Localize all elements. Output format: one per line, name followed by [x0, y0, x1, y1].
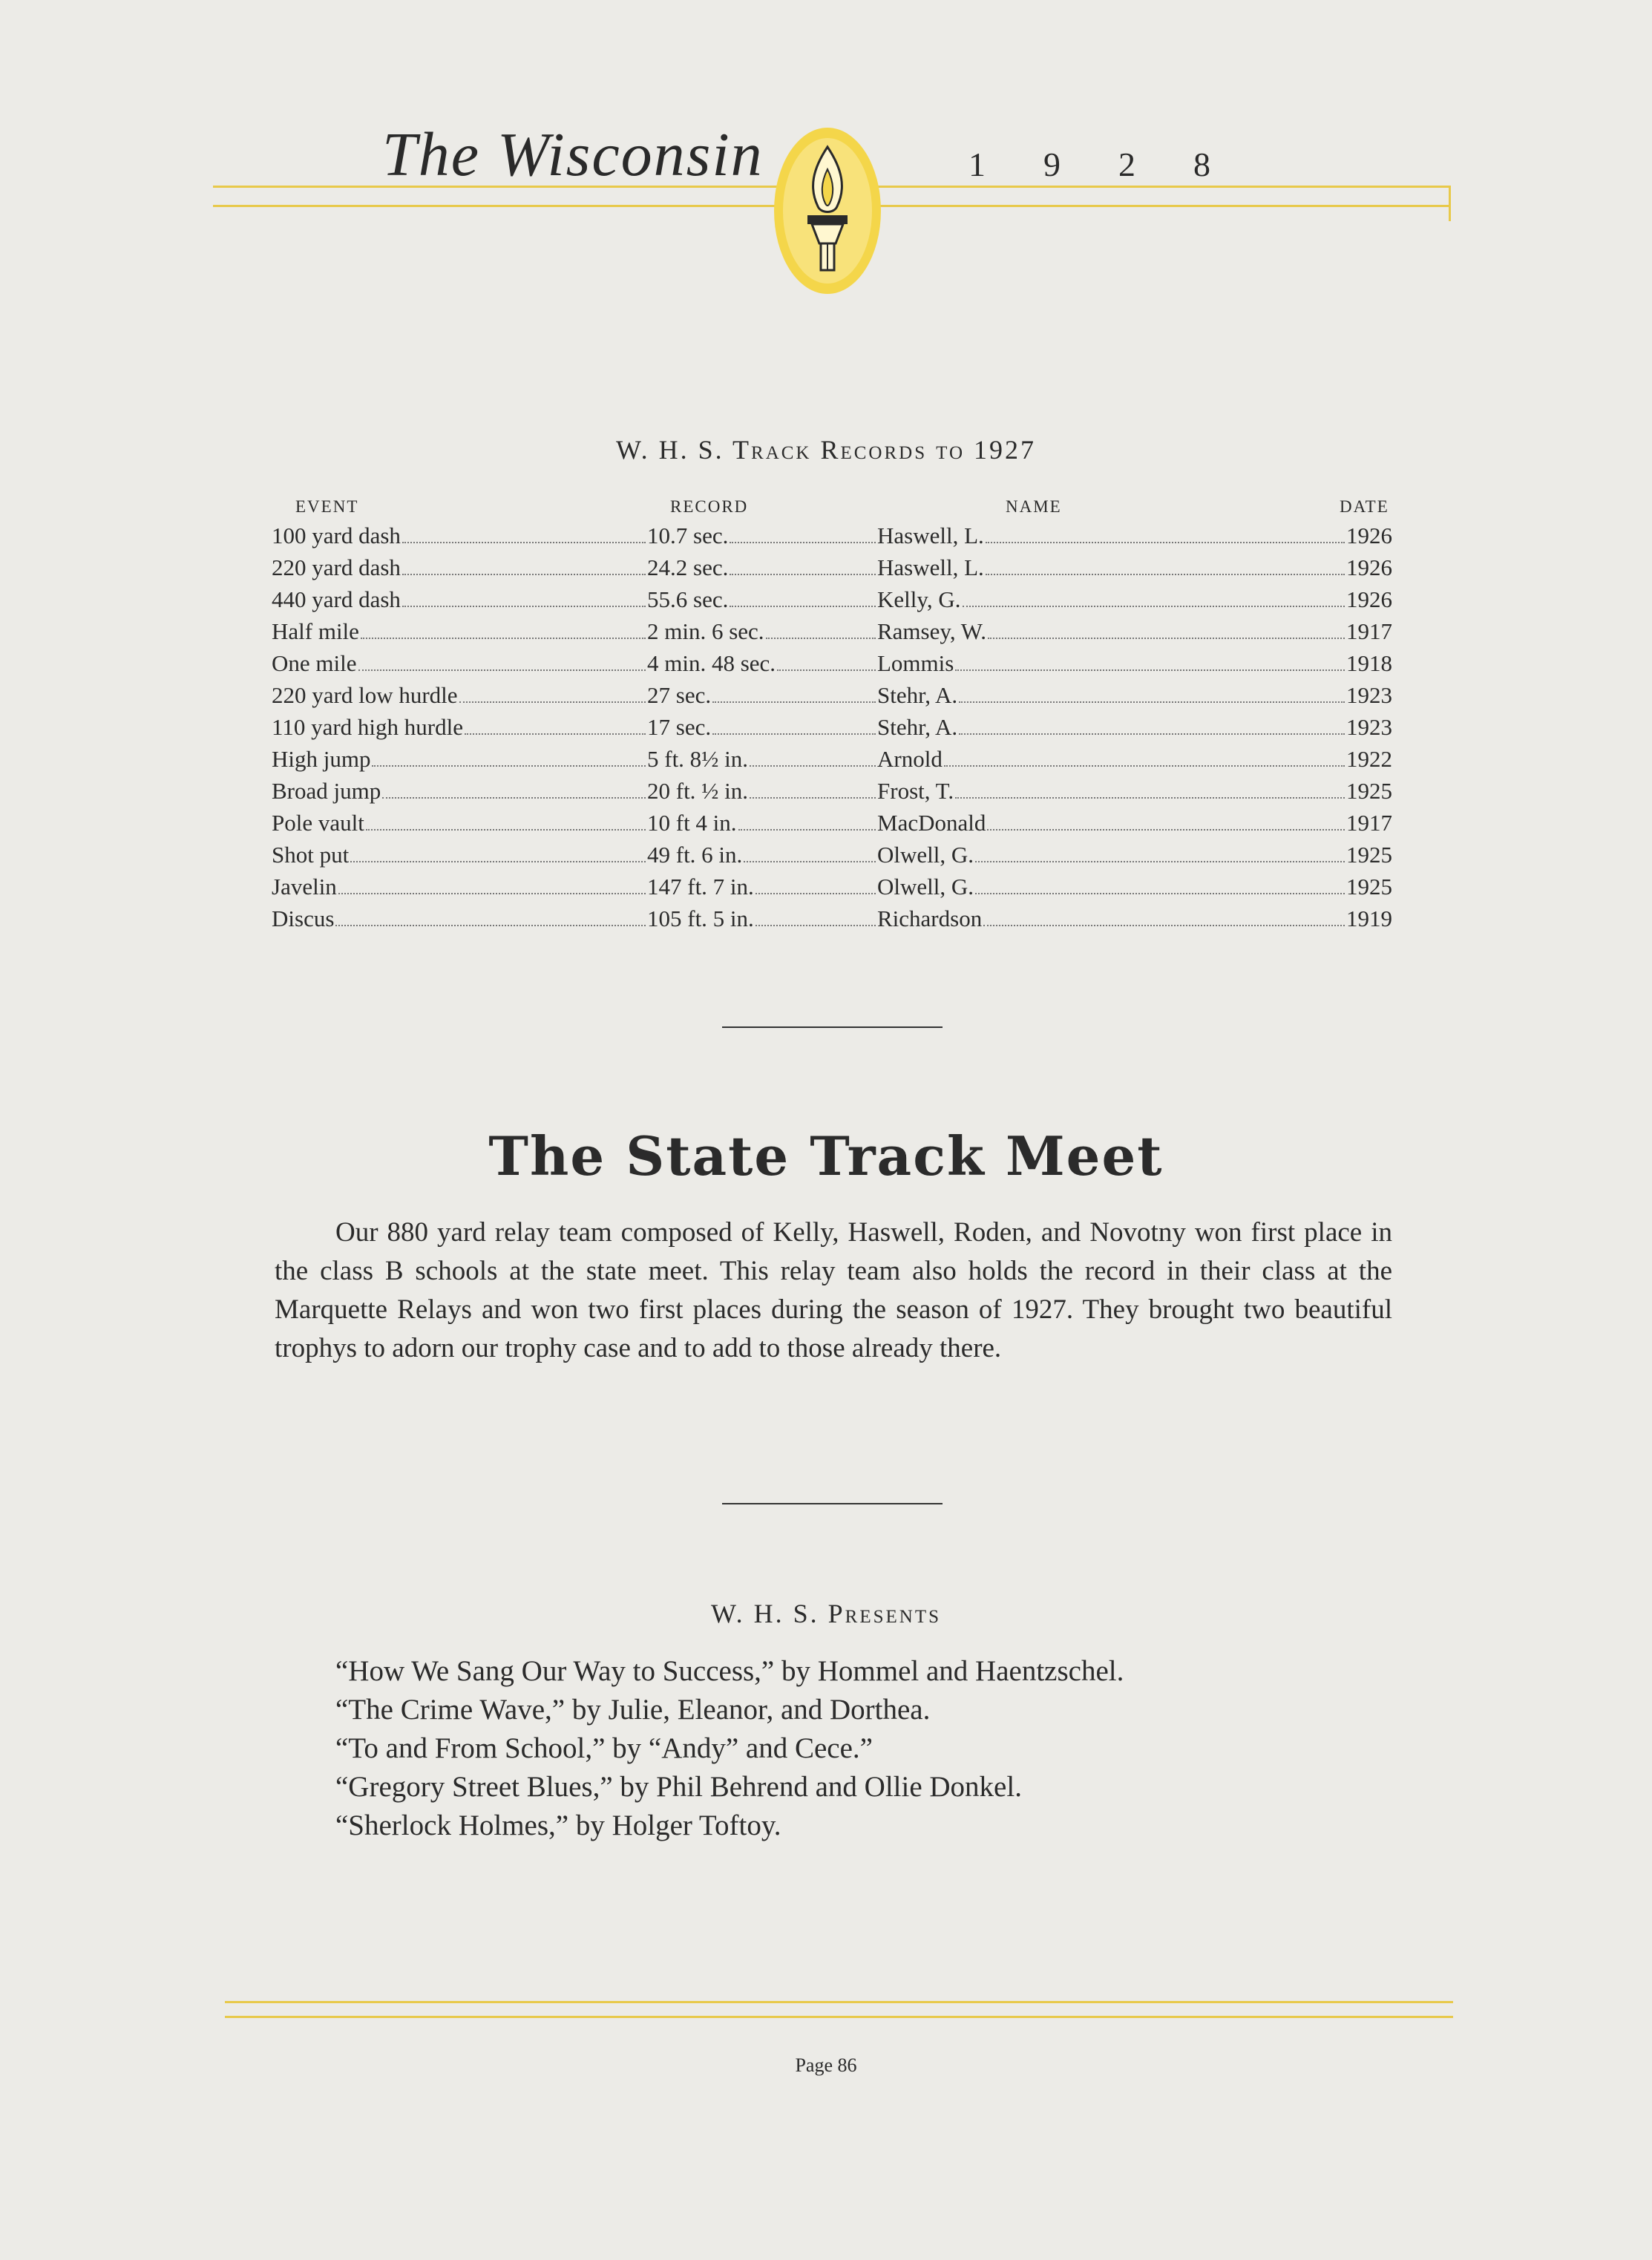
- event-cell-text: One mile: [272, 650, 357, 676]
- table-row: [272, 810, 1392, 841]
- record-cell-text: 27 sec.: [647, 682, 712, 708]
- event-cell: [272, 618, 647, 645]
- record-cell: [647, 874, 877, 900]
- event-cell: [272, 778, 647, 805]
- event-cell-text: 110 yard high hurdle: [272, 714, 463, 740]
- dot-leader: [766, 638, 876, 639]
- record-cell: [647, 778, 877, 805]
- table-row: [272, 905, 1392, 937]
- date-cell: 1926: [1346, 586, 1392, 612]
- date-cell: 1923: [1346, 714, 1392, 740]
- dot-leader: [730, 606, 876, 607]
- date-cell: 1925: [1346, 874, 1392, 900]
- dot-leader: [459, 701, 646, 703]
- record-cell-text: 49 ft. 6 in.: [647, 842, 743, 868]
- dot-leader: [986, 542, 1345, 543]
- event-cell-text: 220 yard dash: [272, 554, 401, 580]
- record-cell-text: 10 ft 4 in.: [647, 810, 737, 836]
- name-cell: [877, 842, 1392, 868]
- event-cell: [272, 746, 647, 773]
- record-cell-text: 55.6 sec.: [647, 586, 729, 612]
- name-cell: [877, 810, 1392, 836]
- date-cell: 1925: [1346, 842, 1392, 868]
- dot-leader: [730, 542, 876, 543]
- record-cell: [647, 523, 877, 549]
- event-cell: [272, 682, 647, 709]
- dot-leader: [975, 893, 1345, 894]
- presents-title: W. H. S. Presents: [710, 1599, 942, 1628]
- column-header-record: RECORD: [670, 497, 749, 516]
- header-title: The Wisconsin: [382, 120, 764, 189]
- presents-item: “How We Sang Our Way to Success,” by Hommel and Haentzschel.: [335, 1655, 1124, 1687]
- dot-leader: [959, 733, 1345, 735]
- name-cell: [877, 618, 1392, 645]
- dot-leader: [738, 829, 876, 831]
- name-cell: [877, 554, 1392, 581]
- event-cell: [272, 554, 647, 581]
- column-header-date: DATE: [1340, 497, 1389, 516]
- record-cell-text: 147 ft. 7 in.: [647, 874, 754, 900]
- dot-leader: [777, 669, 876, 671]
- name-cell-text: Olwell, G.: [877, 874, 974, 900]
- dot-leader: [955, 669, 1345, 671]
- page-number: Page 86: [795, 2054, 857, 2076]
- presents-item: “To and From School,” by “Andy” and Cece.”: [335, 1732, 873, 1764]
- state-meet-paragraph: Our 880 yard relay team composed of Kelly, Haswell, Roden, and Novotny won first place in the class B schools at the state meet. This relay team also holds the record in their class at the Marquette Relays and won two first places during the season of 1927. They brought two beautiful trophys to adorn our trophy case and to add to those already there.: [275, 1217, 1392, 1363]
- presents-item: “Sherlock Holmes,” by Holger Toftoy.: [335, 1809, 781, 1841]
- header-rule-right-tick: [1449, 186, 1451, 221]
- date-cell: 1923: [1346, 682, 1392, 708]
- section-divider: [722, 1503, 943, 1504]
- event-cell-text: Broad jump: [272, 778, 381, 804]
- record-cell: [647, 746, 877, 773]
- table-row: [272, 746, 1392, 777]
- event-cell: [272, 905, 647, 932]
- dot-leader: [730, 574, 876, 575]
- name-cell: [877, 523, 1392, 549]
- name-cell-text: Haswell, L.: [877, 523, 984, 548]
- column-header-event: EVENT: [295, 497, 359, 516]
- name-cell-text: Kelly, G.: [877, 586, 961, 612]
- name-cell: [877, 714, 1392, 741]
- event-cell-text: 100 yard dash: [272, 523, 401, 548]
- dot-leader: [358, 669, 646, 671]
- dot-leader: [959, 701, 1345, 703]
- date-cell: 1917: [1346, 810, 1392, 836]
- name-cell: [877, 746, 1392, 773]
- record-cell-text: 5 ft. 8½ in.: [647, 746, 749, 772]
- date-cell: 1925: [1346, 778, 1392, 804]
- dot-leader: [335, 925, 646, 926]
- name-cell: [877, 682, 1392, 709]
- table-row: [272, 586, 1392, 618]
- date-cell: 1926: [1346, 523, 1392, 548]
- table-row: [272, 682, 1392, 713]
- event-cell: [272, 650, 647, 677]
- header-year: 1928: [968, 145, 1268, 183]
- dot-leader: [983, 925, 1345, 926]
- record-cell-text: 17 sec.: [647, 714, 712, 740]
- name-cell: [877, 650, 1392, 677]
- event-cell: [272, 586, 647, 613]
- dot-leader: [750, 797, 876, 799]
- event-cell-text: Pole vault: [272, 810, 364, 836]
- name-cell-text: Frost, T.: [877, 778, 954, 804]
- record-cell: [647, 682, 877, 709]
- name-cell-text: Haswell, L.: [877, 554, 984, 580]
- dot-leader: [750, 765, 876, 767]
- dot-leader: [988, 638, 1345, 639]
- event-cell: [272, 810, 647, 836]
- name-cell-text: Stehr, A.: [877, 682, 958, 708]
- name-cell: [877, 874, 1392, 900]
- dot-leader: [975, 861, 1345, 862]
- dot-leader: [361, 638, 646, 639]
- date-cell: 1922: [1346, 746, 1392, 772]
- dot-leader: [755, 893, 876, 894]
- name-cell-text: MacDonald: [877, 810, 986, 836]
- dot-leader: [986, 574, 1345, 575]
- table-row: [272, 650, 1392, 681]
- presents-item: “The Crime Wave,” by Julie, Eleanor, and Dorthea.: [335, 1694, 931, 1726]
- record-cell-text: 105 ft. 5 in.: [647, 905, 754, 931]
- event-cell-text: Javelin: [272, 874, 337, 900]
- name-cell-text: Arnold: [877, 746, 943, 772]
- presents-item: “Gregory Street Blues,” by Phil Behrend and Ollie Donkel.: [335, 1771, 1022, 1803]
- dot-leader: [382, 797, 646, 799]
- name-cell-text: Stehr, A.: [877, 714, 958, 740]
- record-cell: [647, 810, 877, 836]
- name-cell: [877, 905, 1392, 932]
- date-cell: 1917: [1346, 618, 1392, 644]
- dot-leader: [712, 701, 876, 703]
- section-divider: [722, 1026, 943, 1028]
- dot-leader: [366, 829, 646, 831]
- footer-rule-top: [225, 2001, 1453, 2003]
- dot-leader: [402, 606, 646, 607]
- dot-leader: [955, 797, 1345, 799]
- event-cell-text: 440 yard dash: [272, 586, 401, 612]
- event-cell: [272, 874, 647, 900]
- dot-leader: [402, 574, 646, 575]
- date-cell: 1919: [1346, 905, 1392, 931]
- name-cell: [877, 586, 1392, 613]
- record-cell-text: 2 min. 6 sec.: [647, 618, 764, 644]
- event-cell: [272, 523, 647, 549]
- dot-leader: [402, 542, 646, 543]
- column-header-name: NAME: [1006, 497, 1062, 516]
- torch-icon: [772, 125, 883, 297]
- table-row: [272, 714, 1392, 745]
- dot-leader: [744, 861, 876, 862]
- record-cell: [647, 586, 877, 613]
- dot-leader: [944, 765, 1345, 767]
- name-cell-text: Olwell, G.: [877, 842, 974, 868]
- record-cell: [647, 618, 877, 645]
- name-cell-text: Ramsey, W.: [877, 618, 986, 644]
- record-cell-text: 4 min. 48 sec.: [647, 650, 776, 676]
- dot-leader: [987, 829, 1345, 831]
- table-row: [272, 842, 1392, 873]
- record-cell: [647, 842, 877, 868]
- record-cell: [647, 714, 877, 741]
- dot-leader: [350, 861, 646, 862]
- table-row: [272, 874, 1392, 905]
- event-cell-text: Half mile: [272, 618, 359, 644]
- table-row: [272, 618, 1392, 649]
- record-cell-text: 20 ft. ½ in.: [647, 778, 749, 804]
- event-cell-text: 220 yard low hurdle: [272, 682, 458, 708]
- state-meet-title: The State Track Meet: [488, 1124, 1164, 1188]
- name-cell: [877, 778, 1392, 805]
- footer-rule-bottom: [225, 2016, 1453, 2018]
- record-cell-text: 10.7 sec.: [647, 523, 729, 548]
- name-cell-text: Richardson: [877, 905, 983, 931]
- event-cell-text: High jump: [272, 746, 371, 772]
- dot-leader: [755, 925, 876, 926]
- dot-leader: [338, 893, 646, 894]
- record-cell-text: 24.2 sec.: [647, 554, 729, 580]
- event-cell: [272, 842, 647, 868]
- record-cell: [647, 650, 877, 677]
- date-cell: 1926: [1346, 554, 1392, 580]
- record-cell: [647, 554, 877, 581]
- table-row: [272, 778, 1392, 809]
- event-cell-text: Discus: [272, 905, 335, 931]
- record-cell: [647, 905, 877, 932]
- table-row: [272, 554, 1392, 586]
- presents-list: [335, 1652, 1412, 1845]
- table-row: [272, 523, 1392, 554]
- dot-leader: [963, 606, 1345, 607]
- dot-leader: [372, 765, 646, 767]
- dot-leader: [712, 733, 876, 735]
- records-title: W. H. S. Track Records to 1927: [615, 435, 1036, 465]
- date-cell: 1918: [1346, 650, 1392, 676]
- event-cell-text: Shot put: [272, 842, 350, 868]
- dot-leader: [465, 733, 646, 735]
- name-cell-text: Lommis: [877, 650, 954, 676]
- event-cell: [272, 714, 647, 741]
